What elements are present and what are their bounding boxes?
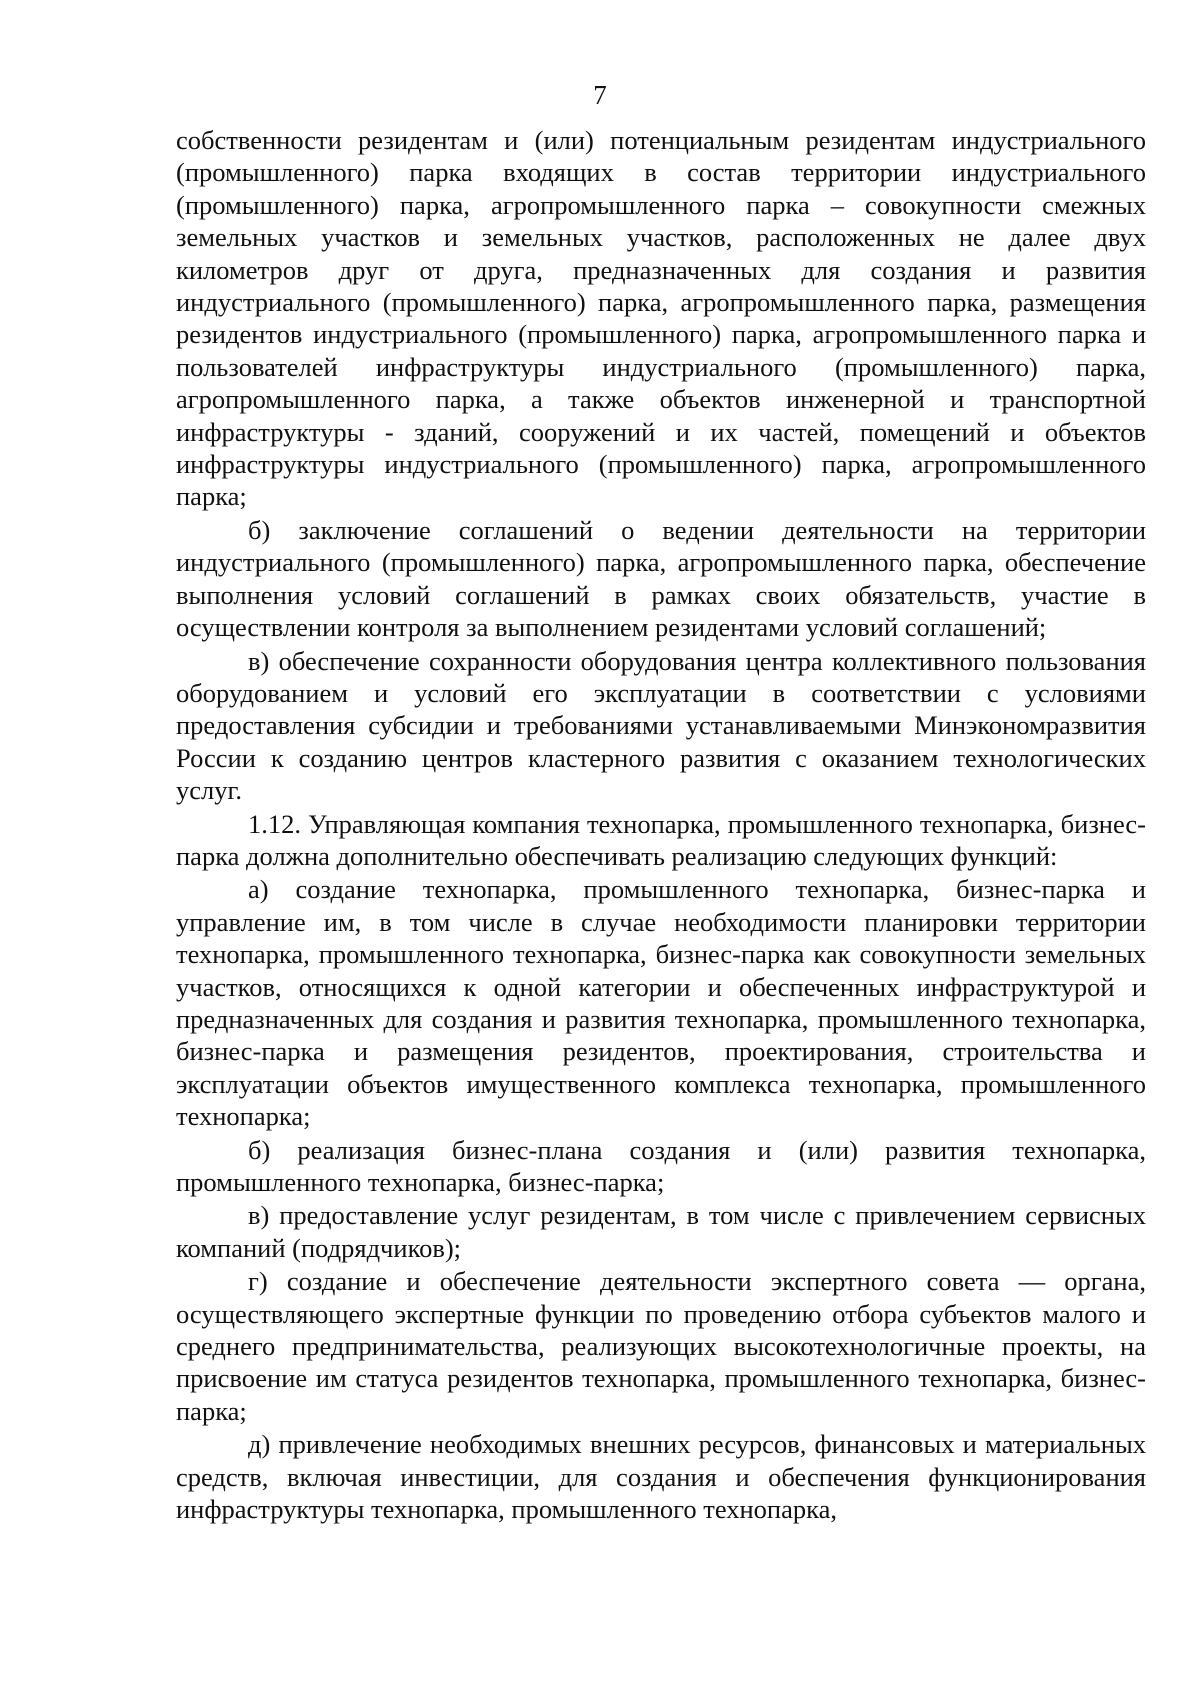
page-number: 7 bbox=[593, 80, 607, 110]
paragraph: г) создание и обеспечение деятельности экспертного совета — органа, осуществляющего экспертные функции по проведению отбора субъектов малого и среднего предпринимательства, реализующих высокотехнологичные проекты, на присвоение им статуса резидентов технопарка, промышленного технопарка, бизнес-парка; bbox=[176, 1266, 1146, 1426]
paragraph: собственности резидентам и (или) потенциальным резидентам индустриального (промышленного) парка входящих в состав территории индустриального (промышленного) парка, агропромышленного парка – совокупности смежных земельных участков и земельных участков, расположенных не далее двух километров друг от друга, предназначенных для создания и развития индустриального (промышленного) парка, агропромышленного парка, размещения резидентов индустриального (промышленного) парка, агропромышленного парка и пользователей инфраструктуры индустриального (промышленного) парка, агропромышленного парка, а также объектов инженерной и транспортной инфраструктуры - зданий, сооружений и их частей, помещений и объектов инфраструктуры индустриального (промышленного) парка, агропромышленного парка; bbox=[176, 125, 1146, 512]
paragraph: д) привлечение необходимых внешних ресурсов, финансовых и материальных средств, включая инвестиции, для создания и обеспечения функционирования инфраструктуры технопарка, промышленного технопарка, bbox=[176, 1429, 1146, 1525]
paragraph: в) предоставление услуг резидентам, в том числе с привлечением сервисных компаний (подрядчиков); bbox=[176, 1200, 1146, 1263]
paragraph: а) создание технопарка, промышленного технопарка, бизнес-парка и управление им, в том числе в случае необходимости планировки территории технопарка, промышленного технопарка, бизнес-парка как совокупности земельных участков, относящихся к одной категории и обеспеченных инфраструктурой и предназначенных для создания и развития технопарка, промышленного технопарка, бизнес-парка и размещения резидентов, проектирования, строительства и эксплуатации объектов имущественного комплекса технопарка, промышленного технопарка; bbox=[176, 874, 1146, 1132]
paragraph: б) реализация бизнес-плана создания и (или) развития технопарка, промышленного технопарка, бизнес-парка; bbox=[176, 1134, 1146, 1197]
paragraph: в) обеспечение сохранности оборудования центра коллективного пользования оборудованием и условий его эксплуатации в соответствии с условиями предоставления субсидии и требованиями устанавливаемыми Минэкономразвития России к созданию центров кластерного развития с оказанием технологических услуг. bbox=[176, 645, 1146, 806]
paragraph: 1.12. Управляющая компания технопарка, промышленного технопарка, бизнес-парка должна дополнительно обеспечивать реализацию следующих функций: bbox=[176, 808, 1146, 871]
paragraph: б) заключение соглашений о ведении деятельности на территории индустриального (промышленного) парка, агропромышленного парка, обеспечение выполнения условий соглашений в рамках своих обязательств, участие в осуществлении контроля за выполнением резидентами условий соглашений; bbox=[176, 514, 1146, 643]
document-body bbox=[176, 124, 1146, 1525]
